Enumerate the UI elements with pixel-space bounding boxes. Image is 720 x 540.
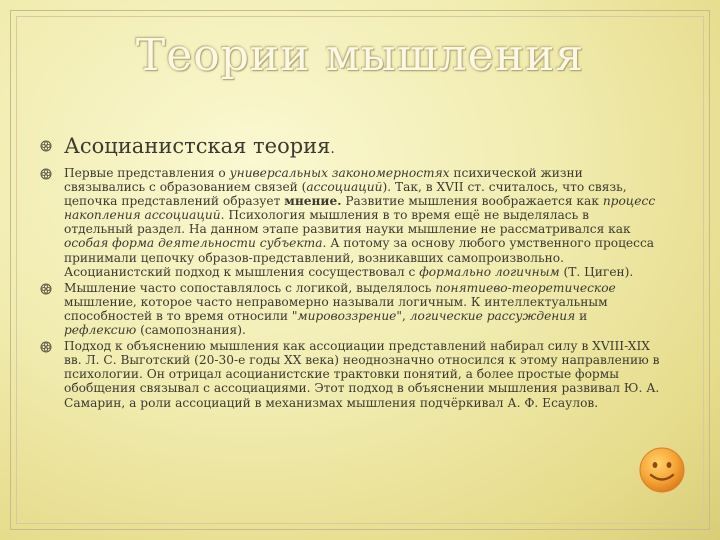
text-run: (самопознания). [136,323,246,338]
bullet-item-2 [40,281,660,337]
text-run: ", [396,308,410,323]
italic-run: особая форма деятельности субъекта [64,236,323,251]
italic-run: формально логичным [419,264,560,279]
italic-run: логические рассуждения [409,308,576,323]
italic-run: ассоциаций [306,180,383,195]
text-run: Первые представления о [64,166,230,180]
bullet-heading [40,133,660,162]
italic-run: рефлексию [64,323,137,338]
heading-suffix: . [330,141,335,157]
four-leaf-bullet-icon [40,283,52,295]
text-run: . А потому за основу любого умственного процесса принимали цепочку образов-представлений, возникавших самопроизвольно. Асоцианистский подход к мышления сосуществовал с [64,236,655,279]
smiley-face-icon [638,446,686,494]
four-leaf-bullet-icon [40,140,52,152]
bullet-item-1 [40,166,660,279]
text-run: (Т. Циген). [559,264,634,279]
italic-run: универсальных закономерностях [229,166,450,180]
text-run: ). Так, в XVII ст. считалось, что связь, цепочка представлений образует [64,180,627,209]
bullet-item-3 [40,339,660,409]
text-run: Развитие мышления воображается как [341,194,603,209]
bold-run: мнение. [284,194,342,209]
text-run: . Психология мышления в то время ещё не выделялась в отдельный раздел. На данном этапе развития науки мышление не рассматривался как [64,208,631,237]
text-run: и [575,308,588,323]
four-leaf-bullet-icon [40,341,52,353]
text-run: Мышление часто сопоставлялось с логикой, выделялось [64,280,436,295]
italic-run: мировоззрение [297,308,397,323]
bullet-3-text: Подход к объяснению мышления как ассоциации представлений набирал силу в XVIII-XIX вв. Л. С. Выготский (20-30-е годы XX века) неоднозначно относился к этому направлению в психологии. Он отрицал асоцианистские трактовки понятий, а более простые формы обобщения связывал с ассоциациями. Этот подход в объяснении мышления развивал Ю. А. Самарин, а роли ассоциаций в механизмах мышления подчёркивал А. Ф. Есаулов. [64,339,660,410]
italic-run: процесс накопления ассоциаций [64,194,656,223]
bullet-list [40,133,660,412]
italic-run: понятиево-теоретическое [435,280,616,295]
text-run: мышление, которое часто неправомерно называли логичным. К интеллектуальным способностей в то время относили " [64,294,608,323]
slide-title: Теории мышления [135,30,585,81]
text-run: психической жизни связывались с образованием связей ( [64,166,583,195]
four-leaf-bullet-icon [40,168,52,180]
heading-text: Асоцианистская теория [64,134,331,158]
